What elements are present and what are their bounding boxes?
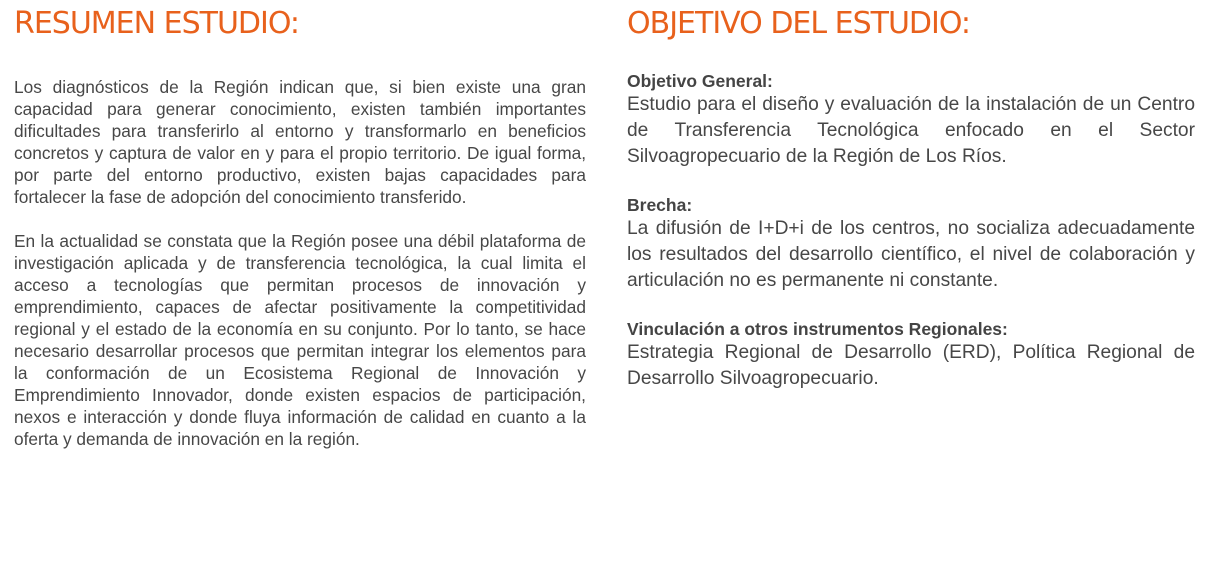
brecha-heading: Brecha: <box>627 195 693 215</box>
resumen-column <box>14 0 586 450</box>
objetivo-title: OBJETIVO DEL ESTUDIO: <box>627 6 971 41</box>
vinculacion-block <box>627 318 1195 392</box>
resumen-title: RESUMEN ESTUDIO: <box>14 6 300 41</box>
brecha-text: La difusión de I+D+i de los centros, no socializa adecuadamente los resultados del desarrollo científico, el nivel de colaboración y articulación no es permanente ni constante. <box>627 218 1195 291</box>
objetivo-column <box>627 0 1195 392</box>
vinculacion-heading: Vinculación a otros instrumentos Regionales: <box>627 319 1008 339</box>
objetivo-general-block <box>627 70 1195 170</box>
resumen-paragraph-1: Los diagnósticos de la Región indican que, si bien existe una gran capacidad para generar conocimiento, existen también importantes dificultades para transferirlo al entorno y transformarlo en beneficios concretos y captura de valor en y para el propio territorio. De igual forma, por parte del entorno productivo, existen bajas capacidades para fortalecer la fase de adopción del conocimiento transferido. <box>14 77 586 207</box>
brecha-block <box>627 194 1195 294</box>
resumen-paragraph-2: En la actualidad se constata que la Región posee una débil plataforma de investigación aplicada y de transferencia tecnológica, la cual limita el acceso a tecnologías que permitan procesos de innovación y emprendimiento, capaces de afectar positivamente la competitividad regional y el estado de la economía en su conjunto. Por lo tanto, se hace necesario desarrollar procesos que permitan integrar los elementos para la conformación de un Ecosistema Regional de Innovación y Emprendimiento Innovador, donde existen espacios de participación, nexos e interacción y donde fluya información de calidad en cuanto a la oferta y demanda de innovación en la región. <box>14 231 586 449</box>
objetivo-general-heading: Objetivo General: <box>627 71 773 91</box>
objetivo-general-text: Estudio para el diseño y evaluación de la instalación de un Centro de Transferencia Tecnológica enfocado en el Sector Silvoagropecuario de la Región de Los Ríos. <box>627 94 1195 167</box>
vinculacion-text: Estrategia Regional de Desarrollo (ERD), Política Regional de Desarrollo Silvoagropecuario. <box>627 342 1195 389</box>
